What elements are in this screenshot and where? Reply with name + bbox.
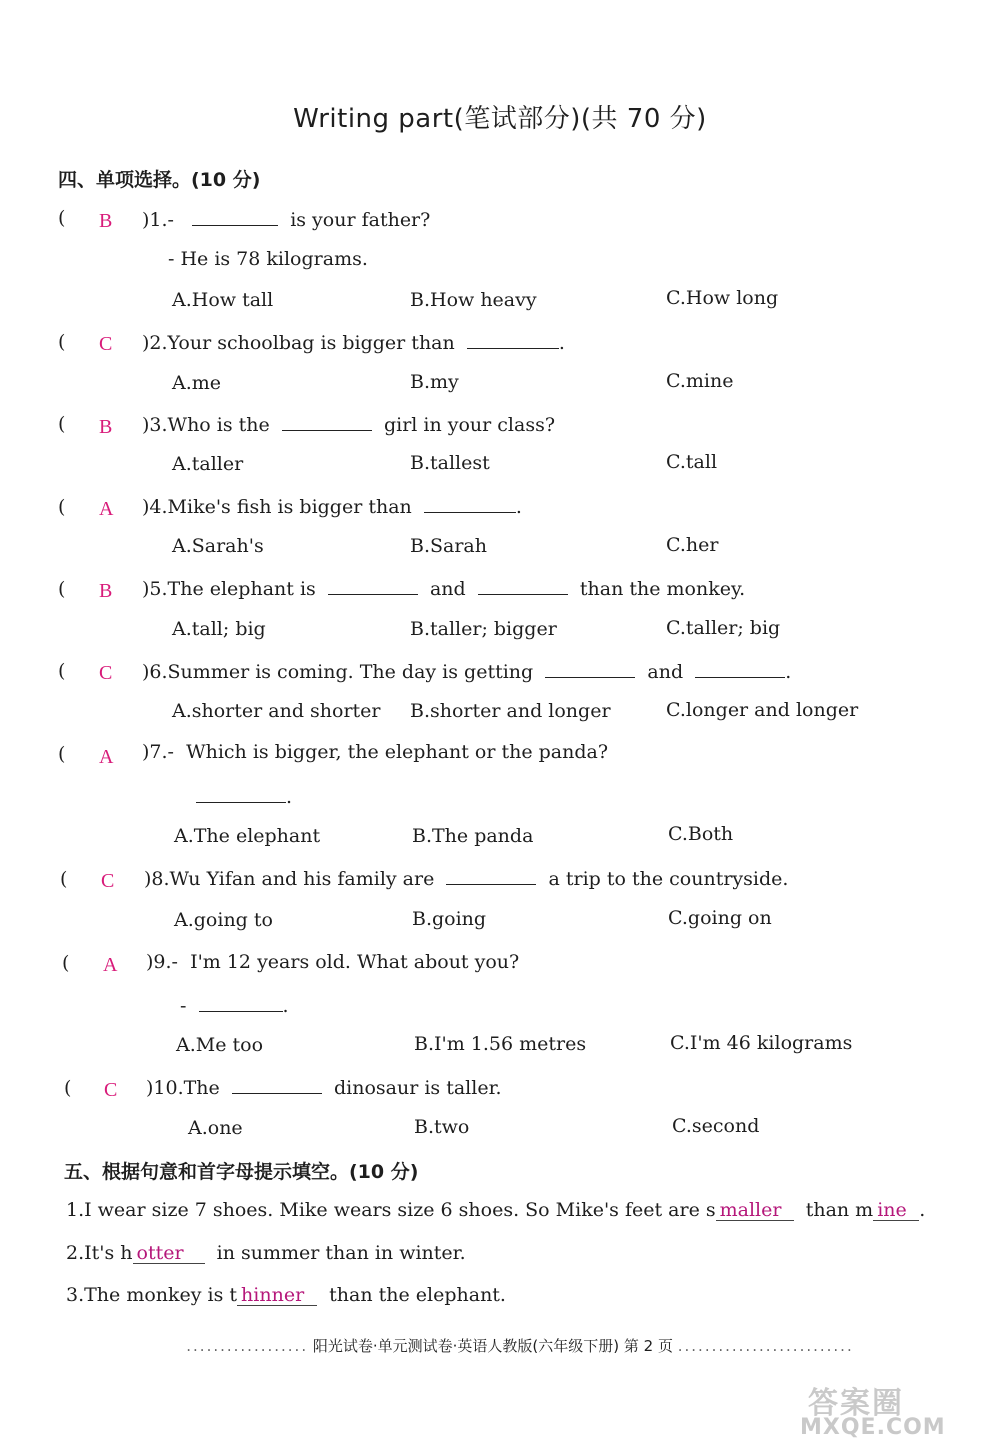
option-c: C.How long — [666, 287, 779, 309]
option-c: C.going on — [668, 907, 772, 929]
fill-answer: maller — [716, 1200, 794, 1221]
option-c: C.I'm 46 kilograms — [670, 1032, 853, 1054]
option-b: B.The panda — [412, 825, 534, 847]
answer-paren: ( — [62, 952, 70, 974]
footer-text: 阳光试卷·单元测试卷·英语人教版(六年级下册) 第 2 页 — [312, 1337, 673, 1355]
answer-blank — [282, 412, 372, 431]
answer-paren: ( — [58, 331, 66, 353]
fill-answer: hinner — [237, 1285, 317, 1306]
option-b: B.going — [412, 908, 487, 930]
option-a: A.shorter and shorter — [172, 700, 381, 722]
answer-mark: C — [99, 662, 113, 684]
answer-mark: B — [99, 416, 113, 438]
option-b: B.my — [410, 371, 459, 393]
section-5-heading: 五、根据句意和首字母提示填空。(10 分) — [64, 1161, 419, 1183]
answer-mark: B — [99, 580, 113, 602]
answer-blank — [196, 784, 286, 803]
question-stem: )6.Summer is coming. The day is getting and . — [142, 661, 792, 683]
answer-blank — [328, 576, 418, 595]
answer-paren: ( — [60, 868, 68, 890]
option-c: C.second — [672, 1115, 760, 1137]
option-a: A.The elephant — [174, 825, 321, 847]
answer-mark: A — [103, 954, 118, 976]
answer-blank — [695, 659, 785, 678]
page-footer — [100, 1335, 940, 1356]
answer-blank — [478, 576, 568, 595]
question-stem: )1.- is your father? — [142, 209, 431, 231]
option-c: C.longer and longer — [666, 699, 859, 721]
answer-blank — [199, 993, 283, 1012]
answer-blank — [232, 1075, 322, 1094]
question-stem: )2.Your schoolbag is bigger than . — [142, 332, 565, 354]
option-c: C.tall — [666, 451, 718, 473]
option-b: B.shorter and longer — [410, 700, 611, 722]
fill-answer: ine — [873, 1200, 919, 1221]
fill-item-2: 2.It's h otter in summer than in winter. — [66, 1242, 466, 1264]
answer-paren: ( — [58, 413, 66, 435]
question-stem: )9.- I'm 12 years old. What about you? — [146, 951, 520, 973]
question-line-2: . — [196, 784, 292, 808]
question-stem: )4.Mike's fish is bigger than . — [142, 496, 522, 518]
option-a: A.How tall — [172, 289, 274, 311]
option-a: A.tall; big — [172, 618, 266, 640]
option-c: C.mine — [666, 370, 734, 392]
option-b: B.two — [414, 1116, 470, 1138]
option-a: A.one — [188, 1117, 243, 1139]
answer-blank — [192, 207, 278, 226]
question-line-2: - . — [180, 995, 289, 1017]
answer-paren: ( — [58, 578, 66, 600]
answer-paren: ( — [58, 496, 66, 518]
answer-blank — [424, 494, 516, 513]
option-b: B.Sarah — [410, 535, 487, 557]
option-b: B.taller; bigger — [410, 618, 557, 640]
option-c: C.her — [666, 534, 719, 556]
answer-blank — [467, 330, 559, 349]
option-b: B.I'm 1.56 metres — [414, 1033, 587, 1055]
option-a: A.Sarah's — [172, 535, 264, 557]
question-stem: )3.Who is the girl in your class? — [142, 414, 556, 436]
option-b: B.How heavy — [410, 289, 537, 311]
watermark-url: MXQE.COM — [800, 1415, 946, 1440]
answer-paren: ( — [58, 743, 66, 765]
answer-paren: ( — [58, 207, 66, 229]
question-stem: )7.- Which is bigger, the elephant or the panda? — [142, 741, 609, 763]
fill-item-3: 3.The monkey is t hinner than the elephant. — [66, 1284, 506, 1306]
question-line-2: - He is 78 kilograms. — [168, 248, 368, 270]
footer-dots-right: .......................... — [677, 1337, 854, 1355]
answer-mark: C — [104, 1079, 118, 1101]
answer-paren: ( — [64, 1077, 72, 1099]
option-a: A.going to — [174, 909, 273, 931]
option-a: A.Me too — [176, 1034, 264, 1056]
answer-mark: B — [99, 210, 113, 232]
option-b: B.tallest — [410, 452, 490, 474]
answer-blank — [446, 866, 536, 885]
answer-mark: A — [99, 746, 114, 768]
fill-item-1: 1.I wear size 7 shoes. Mike wears size 6 shoes. So Mike's feet are s maller than m ine . — [66, 1199, 926, 1221]
fill-answer: otter — [133, 1243, 205, 1264]
answer-mark: C — [99, 333, 113, 355]
watermark-logo: 答案圈 — [808, 1386, 904, 1421]
question-stem: )5.The elephant is and than the monkey. — [142, 578, 746, 600]
option-a: A.taller — [172, 453, 244, 475]
answer-mark: C — [101, 870, 115, 892]
answer-paren: ( — [58, 660, 66, 682]
section-4-heading: 四、单项选择。(10 分) — [58, 169, 261, 191]
question-stem: )10.The dinosaur is taller. — [146, 1077, 502, 1099]
answer-blank — [545, 659, 635, 678]
question-stem: )8.Wu Yifan and his family are a trip to the countryside. — [144, 868, 789, 890]
option-c: C.taller; big — [666, 617, 781, 639]
answer-mark: A — [99, 498, 114, 520]
page-title: Writing part(笔试部分)(共 70 分) — [293, 104, 707, 134]
footer-dots-left: .................. — [186, 1337, 309, 1355]
option-a: A.me — [172, 372, 222, 394]
option-c: C.Both — [668, 823, 734, 845]
